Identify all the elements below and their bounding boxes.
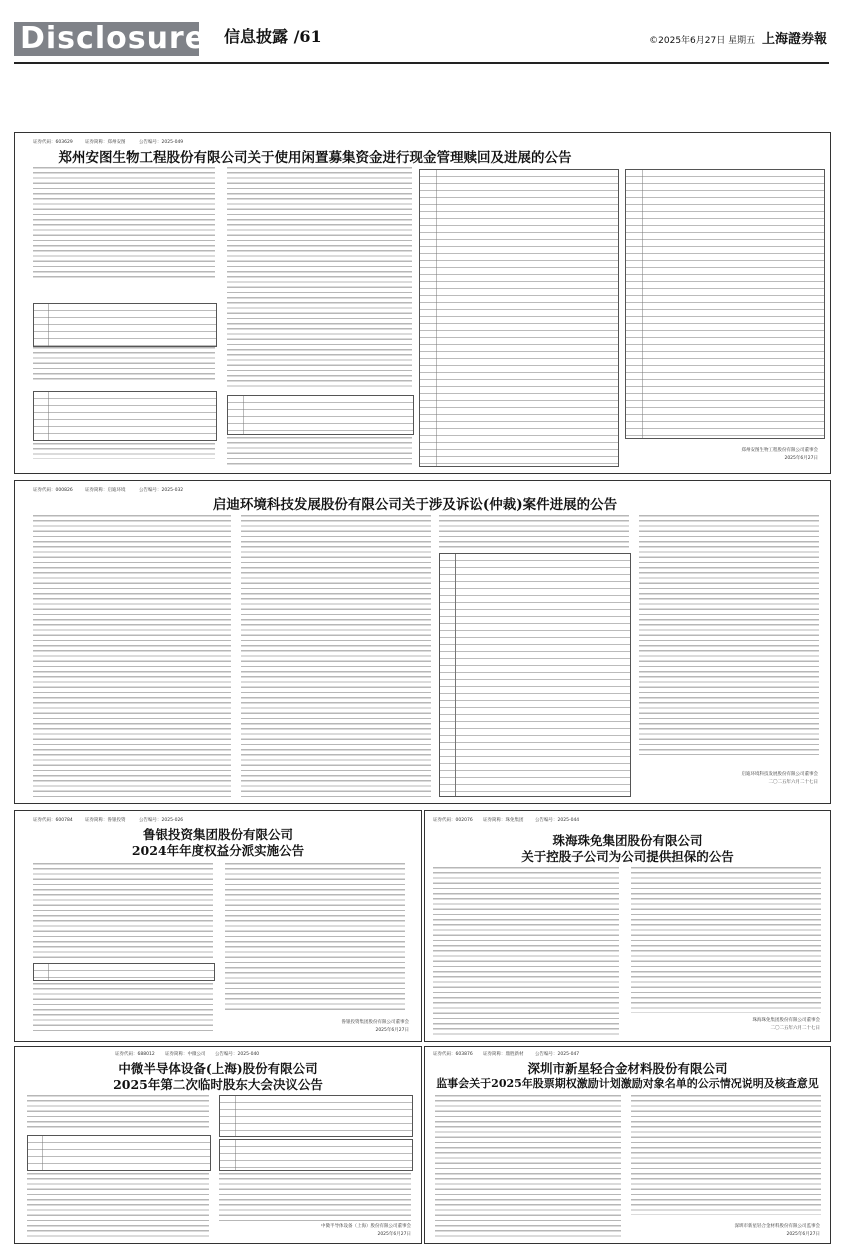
product-detail-table: [33, 391, 217, 441]
page-header: [0, 0, 843, 64]
board-signature: 深圳市新星轻合金材料股份有限公司监事会: [734, 1224, 820, 1229]
board-signature: 中微半导体设备（上海）股份有限公司董事会: [321, 1224, 411, 1229]
stock-short-name: 证券简称：珠免集团: [483, 818, 524, 823]
body-text-col1b: [33, 983, 213, 1035]
stock-short-name: 证券简称：郑州安图: [85, 140, 126, 145]
announcement-title: 监事会关于2025年股票期权激励计划激励对象名单的公示情况说明及核查意见: [436, 1077, 819, 1090]
announcement-title: 2025年第二次临时股东大会决议公告: [113, 1077, 323, 1092]
signature-date: 二〇二五年六月二十七日: [770, 1026, 820, 1031]
stock-code: 证券代码：603876: [433, 1052, 473, 1057]
stock-code: 证券代码：000826: [33, 488, 73, 493]
stock-code: 证券代码：002076: [433, 818, 473, 823]
body-text-col4: [639, 515, 819, 755]
announcement-number: 公告编号：2025-049: [139, 140, 184, 145]
stock-code: 证券代码：600784: [33, 818, 73, 823]
voting-results-table-b: [219, 1139, 413, 1171]
announcement-number: 公告编号：2025-040: [215, 1052, 260, 1057]
announcement-zhumian: [424, 810, 831, 1042]
stock-short-name: 证券简称：鼎胜新材: [483, 1052, 524, 1057]
wealth-products-table-b: [625, 169, 825, 439]
stock-short-name: 证券简称：鲁银投资: [85, 818, 126, 823]
body-text-col3-top: [439, 515, 629, 549]
announcement-amec: [14, 1046, 422, 1244]
body-text-col1: [33, 167, 215, 279]
board-signature: 珠海珠免集团股份有限公司董事会: [752, 1018, 820, 1023]
header-rule: [14, 62, 829, 64]
announcement-number: 公告编号：2025-026: [139, 818, 184, 823]
newspaper-name: 上海證券報: [761, 32, 827, 47]
announcement-xinxing: [424, 1046, 831, 1244]
announcement-title: 关于控股子公司为公司提供担保的公告: [521, 849, 734, 864]
body-text-col1: [433, 867, 619, 1035]
issue-date: ©2025年6月27日 星期五: [649, 36, 756, 46]
litigation-cases-table: [439, 553, 631, 797]
board-signature: 郑州安图生物工程股份有限公司董事会: [741, 448, 818, 453]
body-text-col1: [33, 515, 231, 797]
board-signature: 鲁银投资集团股份有限公司董事会: [341, 1020, 409, 1025]
stock-code: 证券代码：603629: [33, 140, 73, 145]
signature-date: 2025年6月27日: [784, 456, 818, 461]
body-text-col1: [33, 863, 213, 959]
fund-usage-table: [33, 303, 217, 347]
distribution-table: [33, 963, 215, 981]
announcement-title: 启迪环境科技发展股份有限公司关于涉及诉讼(仲裁)案件进展的公告: [212, 497, 618, 513]
header-right: [649, 28, 827, 47]
body-text-col2: [219, 1173, 411, 1221]
stock-short-name: 证券简称：中微公司: [165, 1052, 206, 1057]
announcement-number: 公告编号：2025-032: [139, 488, 184, 493]
stock-short-name: 证券简称：启迪环境: [85, 488, 126, 493]
announcement-number: 公告编号：2025-047: [535, 1052, 580, 1057]
signature-date: 二〇二五年六月二十七日: [768, 780, 818, 785]
announcement-luyin: [14, 810, 422, 1042]
attendance-table: [27, 1135, 211, 1171]
financial-summary-table: [227, 395, 414, 435]
disclosure-logo: Disclosure: [14, 22, 199, 56]
section-title: 信息披露 /61: [224, 27, 322, 46]
body-text-col1b: [33, 347, 215, 383]
body-text-col2: [631, 1095, 821, 1215]
announcement-title: 郑州安图生物工程股份有限公司关于使用闲置募集资金进行现金管理赎回及进展的公告: [58, 150, 572, 166]
stock-code: 证券代码：688012: [115, 1052, 155, 1057]
company-name-title: 中微半导体设备(上海)股份有限公司: [118, 1061, 318, 1076]
board-signature: 启迪环境科技发展股份有限公司董事会: [741, 772, 818, 777]
body-text-col1: [27, 1095, 209, 1131]
announcement-number: 公告编号：2025-044: [535, 818, 580, 823]
body-text-col1b: [27, 1173, 209, 1237]
signature-date: 2025年6月27日: [377, 1232, 411, 1237]
body-text-col2: [225, 863, 405, 1013]
body-text-col2: [227, 167, 412, 389]
signature-date: 2025年6月27日: [786, 1232, 820, 1237]
announcement-qidi: [14, 480, 831, 804]
body-text-col2b: [227, 437, 412, 467]
voting-results-table-a: [219, 1095, 413, 1137]
announcement-title: 2024年年度权益分派实施公告: [131, 843, 305, 858]
company-name-title: 深圳市新星轻合金材料股份有限公司: [527, 1061, 728, 1076]
company-name-title: 珠海珠免集团股份有限公司: [552, 833, 703, 848]
announcement-autobio: [14, 132, 831, 474]
body-text-col2: [631, 867, 821, 1013]
company-name-title: 鲁银投资集团股份有限公司: [142, 827, 293, 842]
body-text-col1c: [33, 443, 215, 459]
wealth-products-table-a: [419, 169, 619, 467]
body-text-col2: [241, 515, 431, 797]
body-text-col1: [435, 1095, 621, 1237]
signature-date: 2025年6月27日: [375, 1028, 409, 1033]
